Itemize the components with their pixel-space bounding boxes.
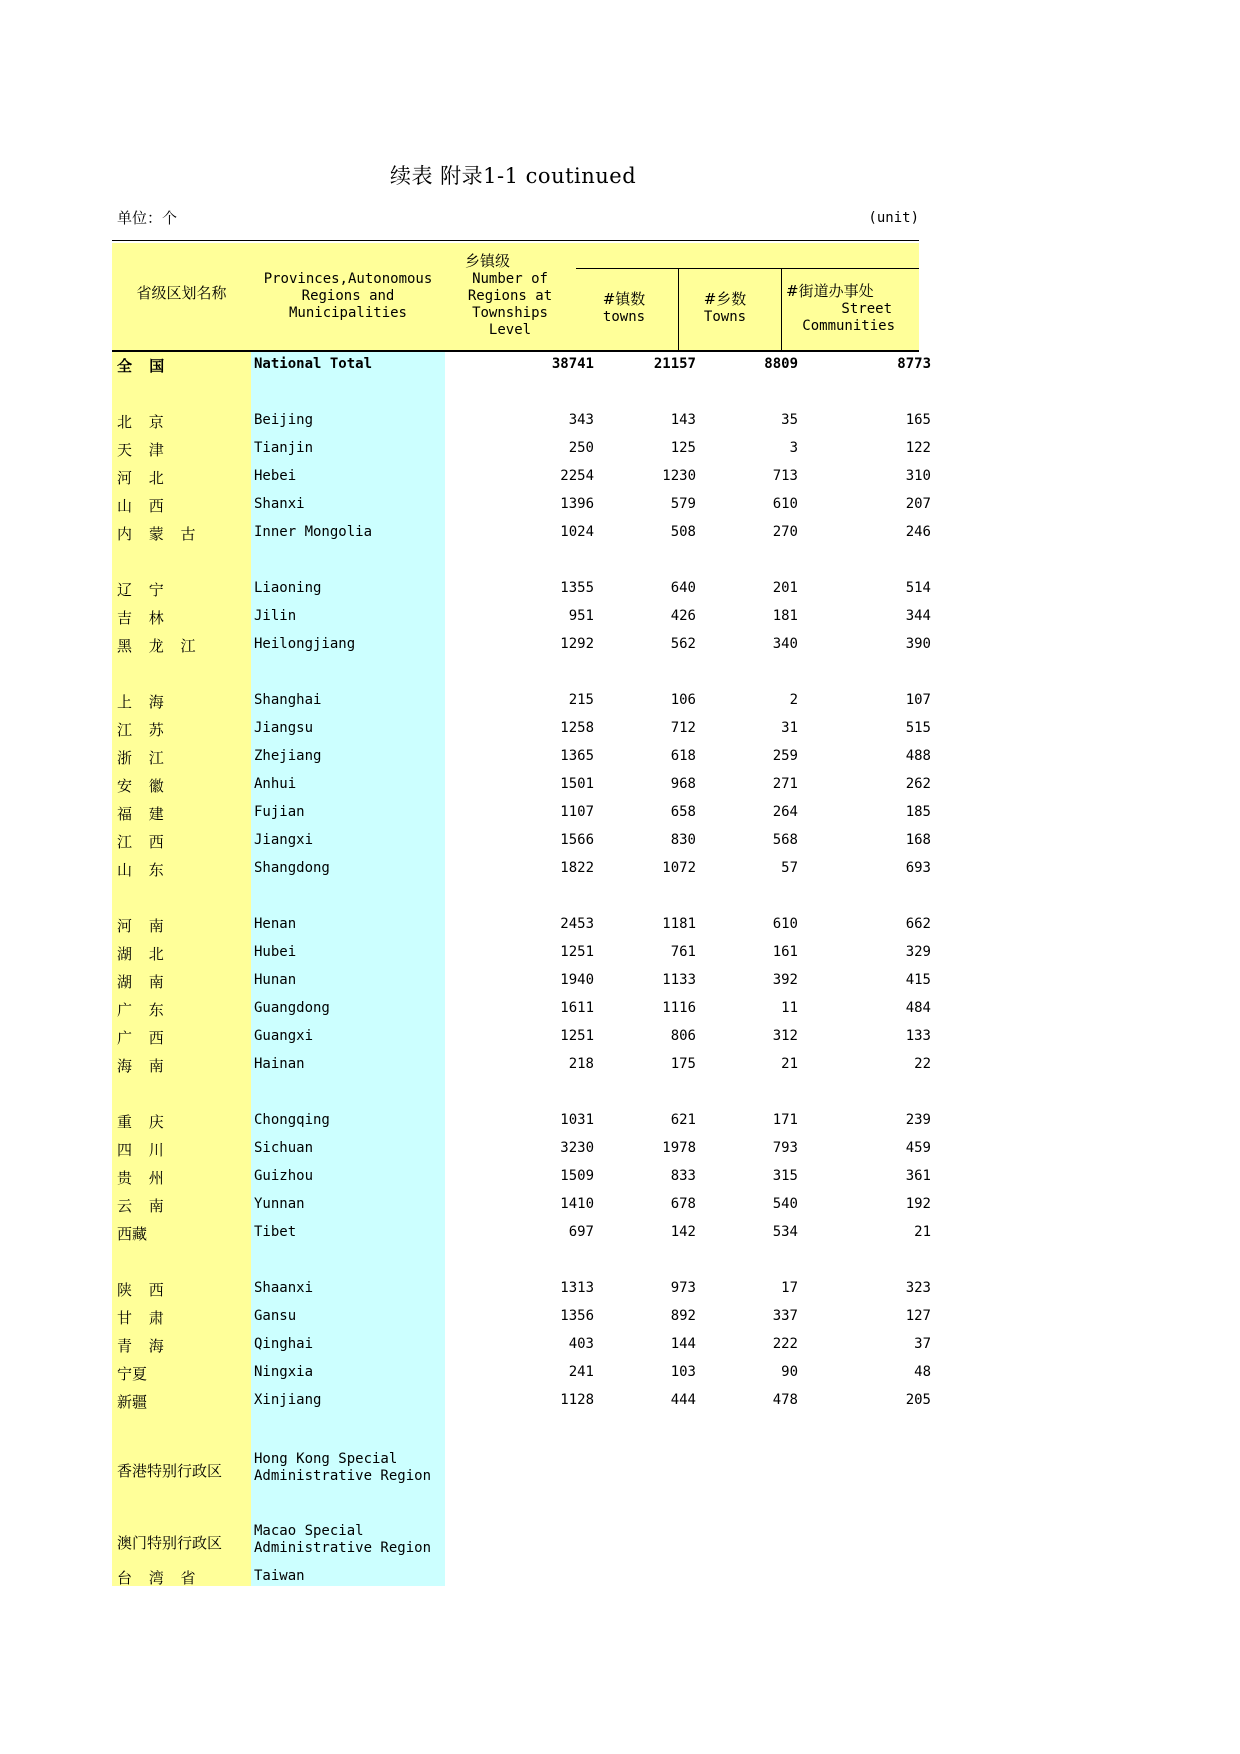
province-name-en: Heilongjiang (254, 636, 356, 652)
xiang-count: 2 (789, 692, 798, 708)
table-row (112, 1279, 931, 1301)
xiang-count: 713 (772, 468, 798, 484)
township-total: 1292 (560, 636, 594, 652)
table-row (112, 775, 931, 797)
province-name-cn: 广 东 (117, 1001, 170, 1019)
towns-count: 144 (670, 1336, 696, 1352)
street-count: 246 (905, 524, 931, 540)
table-row (112, 691, 931, 713)
province-name-cn: 西藏 (117, 1225, 148, 1243)
table-row (112, 747, 931, 769)
province-name-cn: 湖 南 (117, 973, 170, 991)
province-name-cn: 安 徽 (117, 777, 170, 795)
xiang-count: 610 (772, 916, 798, 932)
xiang-count: 340 (772, 636, 798, 652)
township-total: 241 (568, 1364, 594, 1380)
xiang-count: 610 (772, 496, 798, 512)
province-name-en: Ningxia (254, 1364, 314, 1380)
township-total: 1251 (560, 944, 594, 960)
province-name-en: Hebei (254, 468, 297, 484)
street-count: 459 (905, 1140, 931, 1156)
street-count: 205 (905, 1392, 931, 1408)
township-total: 1355 (560, 580, 594, 596)
towns-count: 618 (670, 748, 696, 764)
header-bottom-rule (112, 350, 919, 352)
province-name-cn: 河 北 (117, 469, 170, 487)
table-row (112, 1391, 931, 1413)
table-row (112, 1335, 931, 1357)
towns-count: 640 (670, 580, 696, 596)
township-total: 1128 (560, 1392, 594, 1408)
township-total: 1313 (560, 1280, 594, 1296)
province-name-en: Jilin (254, 608, 297, 624)
towns-count: 508 (670, 524, 696, 540)
township-total: 403 (568, 1336, 594, 1352)
province-name-cn: 陕 西 (117, 1281, 170, 1299)
towns-count: 579 (670, 496, 696, 512)
street-count: 192 (905, 1196, 931, 1212)
province-name-cn: 河 南 (117, 917, 170, 935)
table-row-hong-kong: 香港特别行政区 Hong Kong Special Administrative Region (117, 1451, 432, 1484)
xiang-count: 171 (772, 1112, 798, 1128)
township-total: 1566 (560, 832, 594, 848)
xiang-count: 534 (772, 1224, 798, 1240)
table-row (112, 1363, 931, 1385)
xiang-count: 201 (772, 580, 798, 596)
township-total: 1822 (560, 860, 594, 876)
province-name-cn: 甘 肃 (117, 1309, 170, 1327)
province-name-en: Shanxi (254, 496, 305, 512)
township-total: 1258 (560, 720, 594, 736)
township-total: 1024 (560, 524, 594, 540)
table-row (112, 607, 931, 629)
towns-count: 806 (670, 1028, 696, 1044)
street-count: 390 (905, 636, 931, 652)
header-top-rule (112, 240, 919, 241)
table-row-macao: 澳门特别行政区 Macao Special Administrative Region (117, 1523, 432, 1556)
table-row (112, 523, 931, 545)
towns-count: 106 (670, 692, 696, 708)
towns-count: 761 (670, 944, 696, 960)
township-total: 697 (568, 1224, 594, 1240)
towns-count: 973 (670, 1280, 696, 1296)
province-name-cn: 湖 北 (117, 945, 170, 963)
towns-count: 125 (670, 440, 696, 456)
xiang-count: 35 (781, 412, 798, 428)
province-name-en: Xinjiang (254, 1392, 322, 1408)
street-count: 693 (905, 860, 931, 876)
unit-label-en: (unit) (868, 210, 919, 226)
street-count: 122 (905, 440, 931, 456)
xiang-count: 312 (772, 1028, 798, 1044)
table-row (112, 803, 931, 825)
street-count: 48 (914, 1364, 931, 1380)
province-name-cn: 江 苏 (117, 721, 170, 739)
xiang-count: 337 (772, 1308, 798, 1324)
township-total: 1501 (560, 776, 594, 792)
towns-count: 1978 (662, 1140, 696, 1156)
province-name-cn: 山 西 (117, 497, 170, 515)
page-title: 续表 附录1-1 coutinued (390, 164, 637, 188)
table-row (112, 579, 931, 601)
street-count: 361 (905, 1168, 931, 1184)
towns-count: 892 (670, 1308, 696, 1324)
xiang-count: 315 (772, 1168, 798, 1184)
towns-count: 1181 (662, 916, 696, 932)
street-count: 488 (905, 748, 931, 764)
province-name-cn: 广 西 (117, 1029, 170, 1047)
xiang-count: 568 (772, 832, 798, 848)
table-row (112, 915, 931, 937)
province-name-en: Henan (254, 916, 297, 932)
province-name-cn: 宁夏 (117, 1365, 148, 1383)
street-count: 239 (905, 1112, 931, 1128)
province-name-en: Tibet (254, 1224, 297, 1240)
table-row (112, 467, 931, 489)
towns-count: 1116 (662, 1000, 696, 1016)
street-count: 133 (905, 1028, 931, 1044)
street-count: 168 (905, 832, 931, 848)
street-count: 310 (905, 468, 931, 484)
xiang-count: 90 (781, 1364, 798, 1380)
township-total: 3230 (560, 1140, 594, 1156)
street-count: 207 (905, 496, 931, 512)
province-name-cn: 江 西 (117, 833, 170, 851)
towns-count: 175 (670, 1056, 696, 1072)
street-count: 107 (905, 692, 931, 708)
towns-count: 830 (670, 832, 696, 848)
township-total: 1356 (560, 1308, 594, 1324)
header-street: #街道办事处 Street Communities (786, 282, 895, 334)
township-total: 1365 (560, 748, 594, 764)
street-count: 484 (905, 1000, 931, 1016)
province-name-en: Guangxi (254, 1028, 314, 1044)
towns-count: 426 (670, 608, 696, 624)
province-name-cn: 浙 江 (117, 749, 170, 767)
province-name-en: Guangdong (254, 1000, 330, 1016)
table-row (112, 1139, 931, 1161)
province-name-cn: 云 南 (117, 1197, 170, 1215)
township-total: 218 (568, 1056, 594, 1072)
table-row (112, 1223, 931, 1245)
province-name-en: Shanghai (254, 692, 322, 708)
xiang-count: 264 (772, 804, 798, 820)
township-total: 343 (568, 412, 594, 428)
province-name-cn: 北 京 (117, 413, 170, 431)
table-row-taiwan: 台 湾 省 Taiwan (117, 1568, 305, 1587)
table-row-national-total: 全 国 National Total 38741 21157 8809 8773 (117, 356, 931, 375)
table-row (112, 1027, 931, 1049)
table-row (112, 999, 931, 1021)
street-count: 21 (914, 1224, 931, 1240)
township-total: 1251 (560, 1028, 594, 1044)
xiang-count: 21 (781, 1056, 798, 1072)
xiang-count: 11 (781, 1000, 798, 1016)
township-total: 2453 (560, 916, 594, 932)
xiang-count: 270 (772, 524, 798, 540)
province-name-en: Shangdong (254, 860, 330, 876)
table-row (112, 1167, 931, 1189)
towns-count: 968 (670, 776, 696, 792)
township-total: 1940 (560, 972, 594, 988)
table-row (112, 411, 931, 433)
table-row (112, 719, 931, 741)
province-name-cn: 新疆 (117, 1393, 148, 1411)
xiang-count: 57 (781, 860, 798, 876)
header-sub-rule (576, 268, 919, 269)
xiang-count: 17 (781, 1280, 798, 1296)
township-total: 1031 (560, 1112, 594, 1128)
street-count: 165 (905, 412, 931, 428)
street-count: 514 (905, 580, 931, 596)
township-total: 1396 (560, 496, 594, 512)
table-row (112, 635, 931, 657)
towns-count: 1230 (662, 468, 696, 484)
province-name-cn: 上 海 (117, 693, 170, 711)
province-name-cn: 四 川 (117, 1141, 170, 1159)
street-count: 415 (905, 972, 931, 988)
province-name-en: Gansu (254, 1308, 297, 1324)
towns-count: 712 (670, 720, 696, 736)
table-row (112, 971, 931, 993)
province-name-cn: 黑 龙 江 (117, 637, 202, 655)
table-row (112, 439, 931, 461)
township-total: 215 (568, 692, 594, 708)
province-name-en: Shaanxi (254, 1280, 314, 1296)
province-name-en: Hainan (254, 1056, 305, 1072)
towns-count: 833 (670, 1168, 696, 1184)
province-name-en: Liaoning (254, 580, 322, 596)
province-name-en: Hubei (254, 944, 297, 960)
township-total: 250 (568, 440, 594, 456)
province-name-en: Sichuan (254, 1140, 314, 1156)
table-row (112, 1055, 931, 1077)
street-count: 127 (905, 1308, 931, 1324)
province-name-cn: 内 蒙 古 (117, 525, 202, 543)
province-name-en: Tianjin (254, 440, 314, 456)
towns-count: 621 (670, 1112, 696, 1128)
xiang-count: 271 (772, 776, 798, 792)
province-name-en: Beijing (254, 412, 314, 428)
towns-count: 1133 (662, 972, 696, 988)
province-name-en: Jiangxi (254, 832, 314, 848)
table-row (112, 859, 931, 881)
street-count: 323 (905, 1280, 931, 1296)
header-province-cn: 省级区划名称 (136, 284, 227, 302)
xiang-count: 478 (772, 1392, 798, 1408)
province-name-en: Jiangsu (254, 720, 314, 736)
xiang-count: 161 (772, 944, 798, 960)
province-name-cn: 天 津 (117, 441, 170, 459)
street-count: 515 (905, 720, 931, 736)
province-name-cn: 青 海 (117, 1337, 170, 1355)
xiang-count: 259 (772, 748, 798, 764)
unit-label-cn: 单位：个 (117, 209, 178, 227)
street-count: 344 (905, 608, 931, 624)
towns-count: 1072 (662, 860, 696, 876)
table-row (112, 943, 931, 965)
header-towns: #镇数 towns (602, 290, 646, 325)
province-name-en: Hunan (254, 972, 297, 988)
towns-count: 678 (670, 1196, 696, 1212)
towns-count: 143 (670, 412, 696, 428)
province-name-en: Zhejiang (254, 748, 322, 764)
province-name-en: Inner Mongolia (254, 524, 373, 540)
header-xiang: #乡数 Towns (703, 290, 747, 325)
table-row (112, 1111, 931, 1133)
street-count: 262 (905, 776, 931, 792)
province-name-en: Chongqing (254, 1112, 330, 1128)
province-name-en: Guizhou (254, 1168, 314, 1184)
province-name-en: Fujian (254, 804, 305, 820)
xiang-count: 793 (772, 1140, 798, 1156)
province-name-en: Anhui (254, 776, 297, 792)
province-name-cn: 福 建 (117, 805, 170, 823)
table-row (112, 1307, 931, 1329)
province-name-en: Qinghai (254, 1336, 314, 1352)
table-row (112, 495, 931, 517)
township-total: 2254 (560, 468, 594, 484)
xiang-count: 540 (772, 1196, 798, 1212)
table-row (112, 831, 931, 853)
xiang-count: 222 (772, 1336, 798, 1352)
province-name-cn: 吉 林 (117, 609, 170, 627)
township-total: 951 (568, 608, 594, 624)
province-name-cn: 重 庆 (117, 1113, 170, 1131)
towns-count: 142 (670, 1224, 696, 1240)
street-count: 662 (905, 916, 931, 932)
province-name-cn: 山 东 (117, 861, 170, 879)
province-name-cn: 贵 州 (117, 1169, 170, 1187)
towns-count: 103 (670, 1364, 696, 1380)
township-total: 1410 (560, 1196, 594, 1212)
table-row (112, 1195, 931, 1217)
street-count: 37 (914, 1336, 931, 1352)
xiang-count: 392 (772, 972, 798, 988)
towns-count: 562 (670, 636, 696, 652)
township-total: 1107 (560, 804, 594, 820)
province-name-cn: 海 南 (117, 1057, 170, 1075)
street-count: 185 (905, 804, 931, 820)
township-total: 1509 (560, 1168, 594, 1184)
street-count: 329 (905, 944, 931, 960)
province-name-en: Yunnan (254, 1196, 305, 1212)
towns-count: 444 (670, 1392, 696, 1408)
header-province-en: Provinces,Autonomous Regions and Municipalities (263, 271, 433, 321)
header-township-total: 乡镇级 Number of Regions at Townships Level (465, 252, 553, 338)
township-total: 1611 (560, 1000, 594, 1016)
province-name-cn: 辽 宁 (117, 581, 170, 599)
towns-count: 658 (670, 804, 696, 820)
xiang-count: 31 (781, 720, 798, 736)
xiang-count: 181 (772, 608, 798, 624)
street-count: 22 (914, 1056, 931, 1072)
xiang-count: 3 (789, 440, 798, 456)
